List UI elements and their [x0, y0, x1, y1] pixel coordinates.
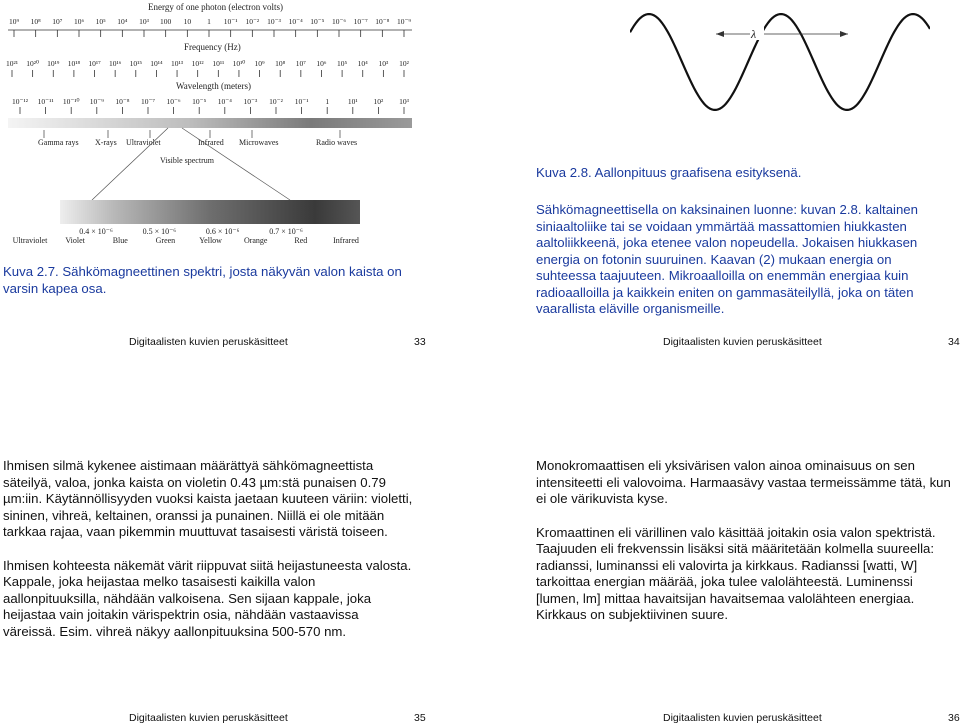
nm-ticks: [79, 227, 303, 236]
energy-tick-8: 10: [183, 17, 192, 26]
color-name-1: Violet: [65, 236, 85, 245]
wave-figure: [630, 0, 930, 125]
color-name-4: Yellow: [199, 236, 222, 245]
frequency-tick-5: 10¹⁶: [108, 59, 122, 68]
visible-band: [60, 200, 360, 224]
footer-title-34: Digitaalisten kuvien peruskäsitteet: [663, 336, 822, 348]
energy-tick-2: 10⁷: [52, 17, 63, 26]
energy-tick-17: 10⁻⁸: [375, 17, 390, 26]
energy-tick-18: 10⁻⁹: [396, 17, 412, 26]
spectrum-band: [8, 118, 412, 128]
band-microwaves: Microwaves: [239, 138, 279, 147]
wavelength-ticks: [12, 97, 410, 114]
frequency-tick-12: 10⁹: [254, 59, 265, 68]
caption-kuva-2-7: [3, 264, 423, 297]
wavelength-tick-5: 10⁻⁷: [140, 97, 156, 106]
footer-title-35: Digitaalisten kuvien peruskäsitteet: [129, 712, 288, 724]
color-name-2: Blue: [112, 236, 128, 245]
band-xrays: X-rays: [95, 138, 117, 147]
nm-tick-2: 0.6 × 10⁻⁶: [205, 227, 240, 236]
energy-tick-1: 10⁸: [30, 17, 41, 26]
energy-tick-0: 10⁹: [8, 17, 20, 26]
color-name-0: Ultraviolet: [12, 236, 48, 245]
footer-title-33: Digitaalisten kuvien peruskäsitteet: [129, 336, 288, 348]
wavelength-tick-2: 10⁻¹⁰: [62, 97, 80, 106]
energy-tick-15: 10⁻⁶: [331, 17, 347, 26]
arrow-head-right: [840, 31, 848, 37]
frequency-tick-16: 10⁵: [337, 59, 348, 68]
wavelength-tick-14: 10²: [373, 97, 384, 106]
color-name-6: Red: [294, 236, 308, 245]
frequency-tick-17: 10⁴: [357, 59, 368, 68]
energy-tick-13: 10⁻⁴: [288, 17, 303, 26]
energy-tick-11: 10⁻²: [245, 17, 260, 26]
frequency-tick-13: 10⁸: [275, 59, 286, 68]
frequency-axis-title: Frequency (Hz): [184, 42, 241, 52]
frequency-tick-2: 10¹⁹: [47, 59, 60, 68]
footer-title-36: Digitaalisten kuvien peruskäsitteet: [663, 712, 822, 724]
slide35-body: [3, 458, 413, 640]
visible-spectrum-label: Visible spectrum: [160, 156, 214, 165]
page-number-36: 36: [948, 712, 960, 724]
page-number-33: 33: [414, 336, 426, 348]
energy-tick-14: 10⁻⁵: [310, 17, 325, 26]
frequency-tick-0: 10²¹: [6, 59, 18, 68]
frequency-tick-4: 10¹⁷: [88, 59, 101, 68]
band-radio: Radio waves: [316, 138, 358, 147]
frequency-tick-7: 10¹⁴: [150, 59, 163, 68]
band-gamma: Gamma rays: [38, 138, 79, 147]
slide34-text: Sähkömagneettisella on kaksinainen luonne: kuvan 2.8. kaltainen siniaaltoliike tai se voidaan ymmärtää massattomien hiukkasten aaltoliikkeenä, joka etenee valon nopeudella. Jokaisen hiukkasen energia on fotonin suuruinen. Kaavan (2) mukaan energia on suhteessa taajuuteen. Mikroaalloilla on enemmän energiaa kuin radioaalloilla ja kaikkein eniten on gammasäteilyllä, joka on täten vaarallista eläville organismeille.: [536, 202, 918, 316]
band-infrared: Infrared: [198, 138, 224, 147]
energy-tick-4: 10⁵: [95, 17, 106, 26]
page-number-35: 35: [414, 712, 426, 724]
slide35-paragraph-2: Ihmisen kohteesta näkemät värit riippuvat siitä heijastuneesta valosta. Kappale, joka heijastaa melko tasaisesti kaikilla valon aallonpituuksilla, nähdään valkoisena. Sen sijaan kappale, joka heijastaa vain joitakin värispektrin osia, nähdään vastaavissa väreissä. Esim. vihreä näkyy aallonpituuksina 500-570 nm.: [3, 557, 412, 639]
frequency-tick-10: 10¹¹: [212, 59, 225, 68]
wavelength-tick-6: 10⁻⁶: [166, 97, 181, 106]
nm-tick-3: 0.7 × 10⁻⁶: [269, 227, 303, 236]
nm-tick-1: 0.5 × 10⁻⁶: [142, 227, 177, 236]
caption-text: Kuva 2.7. Sähkömagneettinen spektri, josta näkyvän valon kaista on varsin kapea osa.: [3, 264, 402, 296]
wavelength-tick-12: 1: [325, 97, 330, 106]
wavelength-tick-10: 10⁻²: [269, 97, 283, 106]
wavelength-tick-15: 10³: [399, 97, 409, 106]
energy-tick-6: 10³: [139, 17, 149, 26]
frequency-tick-19: 10²: [399, 59, 409, 68]
energy-tick-12: 10⁻³: [267, 17, 281, 26]
wavelength-axis-title: Wavelength (meters): [176, 81, 251, 91]
energy-tick-3: 10⁶: [73, 17, 85, 26]
nm-tick-0: 0.4 × 10⁻⁶: [79, 227, 113, 236]
energy-tick-10: 10⁻¹: [223, 17, 238, 26]
frequency-tick-9: 10¹²: [191, 59, 204, 68]
frequency-tick-1: 10²⁰: [26, 59, 40, 68]
wavelength-tick-11: 10⁻¹: [294, 97, 309, 106]
color-name-7: Infrared: [333, 236, 359, 245]
wavelength-tick-7: 10⁻⁵: [192, 97, 207, 106]
slide36-paragraph-2: Kromaattinen eli värillinen valo käsittää joitakin osia valon spektristä. Taajuuden eli frekvenssin lisäksi sitä määritetään kolmella suureella: radianssi, luminanssi eli valovirta ja kirkkaus. Radianssi [watti, W] tarkoittaa energian määrää, joka tulee valolähteestä. Luminenssi [lumen, lm] mittaa havaitsijan havaitsemaa valolähteen energiaa. Kirkkaus on subjektiivinen suure.: [536, 524, 936, 622]
energy-ticks: [9, 17, 411, 37]
wavelength-tick-13: 10¹: [347, 97, 358, 106]
frequency-tick-11: 10¹⁰: [232, 59, 246, 68]
energy-axis-title: Energy of one photon (electron volts): [148, 2, 284, 12]
wavelength-tick-4: 10⁻⁸: [115, 97, 130, 106]
lambda-symbol: λ: [751, 27, 757, 41]
color-names: [13, 236, 359, 245]
spectrum-figure: [0, 0, 420, 250]
wavelength-tick-1: 10⁻¹¹: [37, 97, 54, 106]
frequency-tick-15: 10⁶: [316, 59, 327, 68]
slide36-body: [536, 458, 958, 624]
slide36-paragraph-1: Monokromaattisen eli yksivärisen valon ainoa ominaisuus on sen intensiteetti eli valovoima. Harmaasävy vastaa termeissämme tätä, kun ei ole värikuvista kyse.: [536, 458, 951, 506]
frequency-tick-8: 10¹³: [171, 59, 184, 68]
band-arrows: [44, 130, 340, 138]
wavelength-tick-0: 10⁻¹²: [12, 97, 28, 106]
sine-wave: [630, 14, 930, 110]
color-name-5: Orange: [243, 236, 268, 245]
wavelength-tick-8: 10⁻⁴: [217, 97, 232, 106]
energy-tick-9: 1: [207, 17, 211, 26]
wavelength-tick-3: 10⁻⁹: [89, 97, 104, 106]
energy-tick-7: 100: [160, 17, 172, 26]
caption-kuva-2-8: Kuva 2.8. Aallonpituus graafisena esityksenä.: [536, 165, 802, 180]
frequency-tick-14: 10⁷: [295, 59, 306, 68]
arrow-head-left: [716, 31, 724, 37]
frequency-tick-6: 10¹⁵: [129, 59, 142, 68]
frequency-tick-3: 10¹⁸: [67, 59, 81, 68]
frequency-ticks: [6, 59, 410, 77]
band-ultraviolet: Ultraviolet: [126, 138, 161, 147]
wavelength-tick-9: 10⁻³: [243, 97, 258, 106]
frequency-tick-18: 10³: [378, 59, 389, 68]
color-name-3: Green: [155, 236, 176, 245]
slide35-paragraph-1: Ihmisen silmä kykenee aistimaan määrättyä sähkömagneettista säteilyä, valoa, jonka kaista on violetin 0.43 µm:stä punaisen 0.79 µm:iin. Käytännöllisyyden vuoksi kaista jaetaan kuuteen väriin: violetti, sininen, vihreä, keltainen, oranssi ja punainen. Niillä ei ole mitään tarkkaa rajaa, vaan pikemmin muuttuvat tasaisesti väristä toiseen.: [3, 458, 413, 539]
energy-tick-5: 10⁴: [117, 17, 128, 26]
page-number-34: 34: [948, 336, 960, 348]
energy-tick-16: 10⁻⁷: [353, 17, 368, 26]
slide34-body: [536, 202, 952, 318]
